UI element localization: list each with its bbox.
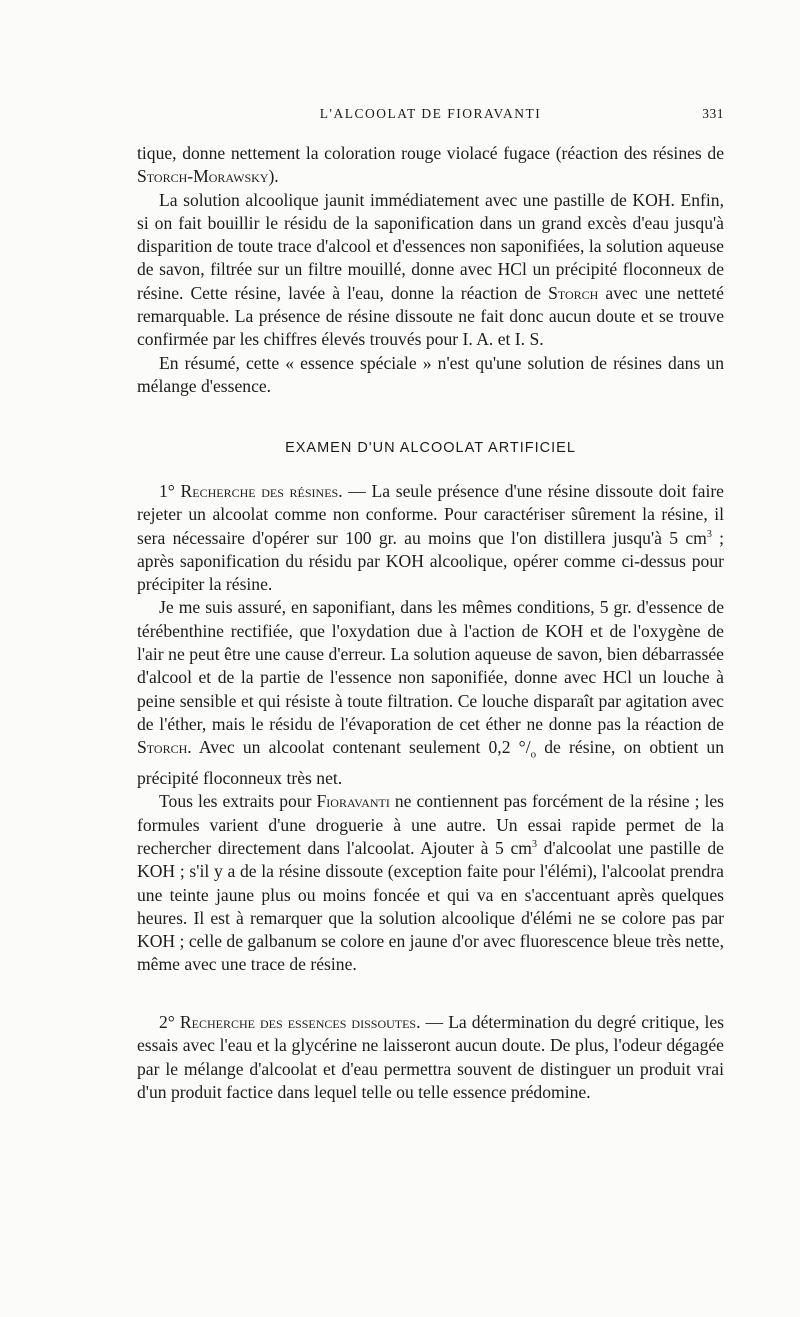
superscript: 3 [531,839,537,851]
text-run: La solution alcoolique jaunit immédiatement avec une pastille de KOH. Enfin, si on fait bouillir le résidu de la saponification dans un grand excès d'eau jusqu'à disparition de toute trace d'alcool et d'essences non saponifiées, la solution aqueuse de savon, filtrée sur un filtre mouillé, donne avec HCl un précipité floconneux de résine. Cette résine, lavée à l'eau, donne la réaction de [137,189,724,303]
author-name: Fioravanti [316,791,390,812]
paragraph [137,790,724,976]
paragraph [137,352,724,399]
subscript: o [530,748,537,761]
author-name: Storch [137,737,188,758]
running-title: L'ALCOOLAT DE FIORAVANTI [319,106,542,121]
author-name: Storch-Morawsky [137,166,269,187]
superscript: 3 [706,528,712,540]
section-number: 1° [159,481,175,501]
section-1 [137,480,724,977]
text-run: — La détermination du degré critique, les essais avec l'eau et la glycérine ne laisseront aucun doute. De plus, l'odeur dégagée par le mélange d'alcoolat et d'eau permettra souvent de distinguer un produit vrai d'un produit factice dans lequel telle ou telle essence prédomine. [137,1012,724,1102]
text-run: Tous les extraits pour [159,791,317,812]
text-run: — La seule présence d'une résine dissoute doit faire rejeter un alcoolat comme non conforme. Pour caractériser sûrement la résine, il sera nécessaire d'opérer sur 100 gr. au moins que l'on distillera jusqu'à 5 cm [137,481,724,548]
text-run: tique, donne nettement la coloration rouge violacé fugace (réaction des résines de [137,143,724,163]
text-run: avec une netteté remarquable. La présence de résine dissoute ne fait donc aucun doute et se trouve confirmée par les chiffres élevés trouvés pour I. A. et I. S. [137,282,724,350]
text-run: Je me suis assuré, en saponifiant, dans les mêmes conditions, 5 gr. d'essence de térébenthine rectifiée, que l'oxydation due à l'action de KOH et de l'oxygène de l'air ne peut être une cause d'erreur. La solution aqueuse de savon, bien débarrassée d'alcool et de la partie de l'essence non saponifiée, donne avec HCl un louche à peine sensible et qui résiste à toute filtration. Ce louche disparaît par agitation avec de l'éther, mais le résidu de l'évaporation de cet éther ne donne pas la réaction de [137,597,724,734]
running-head [137,106,724,126]
paragraph [137,596,724,790]
text-run: ne contiennent pas forcément de la résine ; les formules varient d'une droguerie à une autre. Un essai rapide permet de la rechercher directement dans l'alcoolat. Ajouter à 5 cm [137,791,724,858]
paragraph [137,480,724,596]
text-run: ). [268,166,279,187]
paragraph [137,1011,724,1104]
section-title: Recherche des essences dissoutes. [179,1012,421,1032]
text-run: de résine, on obtient un précipité floconneux très net. [137,737,724,789]
section-title: Recherche des résines. [180,481,343,501]
paragraph [137,142,724,189]
text-run: . Avec un alcoolat contenant seulement 0,2 °/ [187,737,531,758]
section-number: 2° [159,1012,175,1032]
text-run: ; après saponification du résidu par KOH alcoolique, opérer comme ci-dessus pour précipiter la résine. [137,527,724,595]
page-number: 331 [702,106,724,121]
text-run: En résumé, cette « essence spéciale » n'est qu'une solution de résines dans un mélange d'essence. [137,352,724,396]
author-name: Storch [548,282,599,303]
section-2 [137,1011,724,1104]
text-run: d'alcoolat une pastille de KOH ; s'il y a de la résine dissoute (exception faite pour l'élémi), l'alcoolat prendra une teinte jaune plus ou moins foncée et qui va en s'accentuant après quelques heures. Il est à remarquer que la solution alcoolique d'élémi ne se colore pas par KOH ; celle de galbanum se colore en jaune d'or avec fluorescence bleue très nette, même avec une trace de résine. [137,837,724,975]
intro-text [137,142,724,398]
paragraph [137,189,724,352]
section-heading: EXAMEN D'UN ALCOOLAT ARTIFICIEL [285,440,576,456]
